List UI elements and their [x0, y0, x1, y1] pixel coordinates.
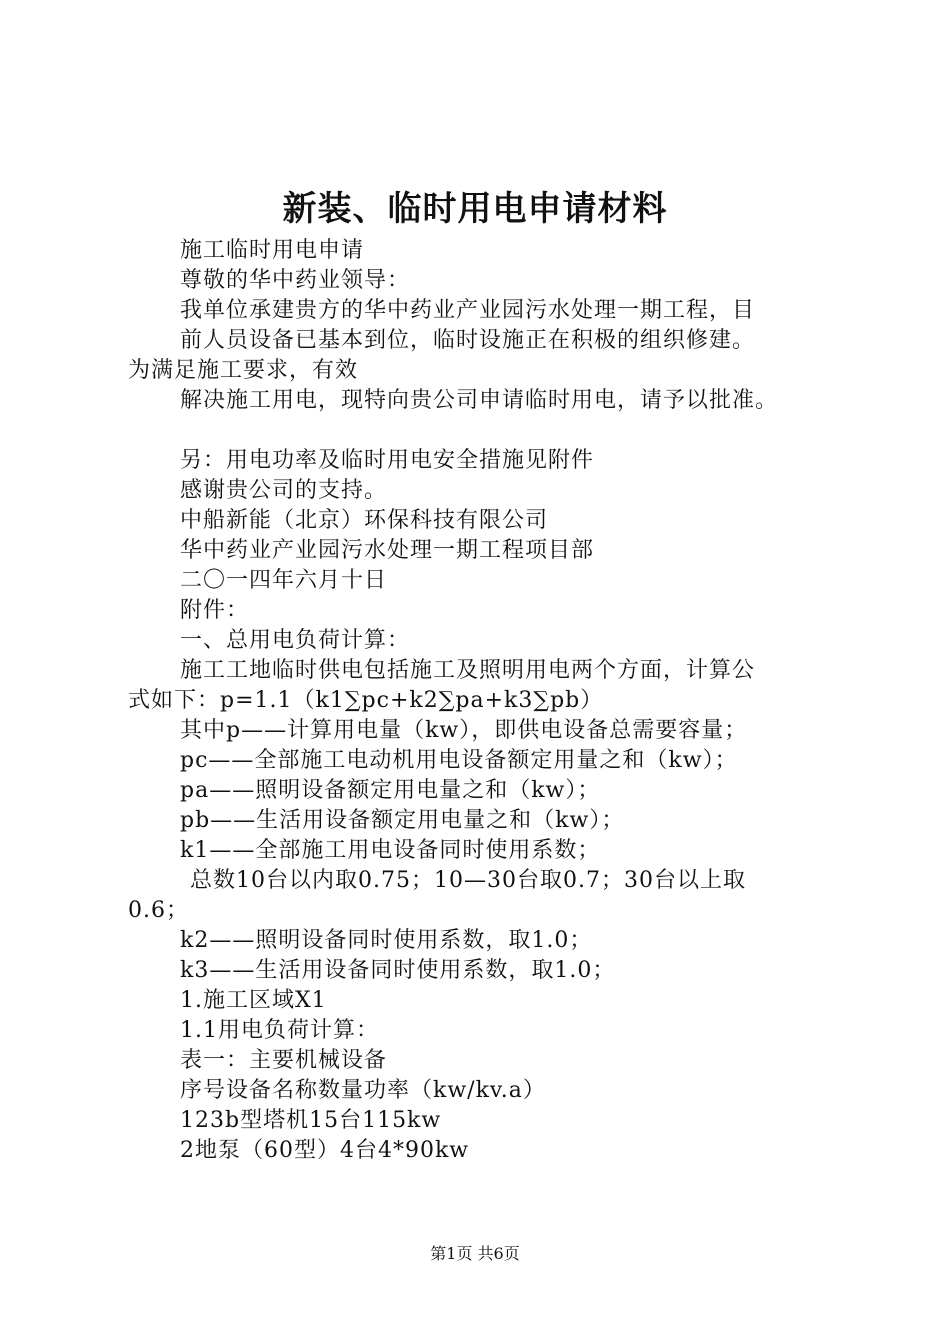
text-line: 123b型塔机15台115kw [180, 1108, 442, 1133]
document-title: 新装、临时用电申请材料 [282, 189, 668, 229]
text-line: 1.1用电负荷计算： [180, 1018, 379, 1043]
text-line: 0.6； [128, 898, 189, 923]
text-line: 序号设备名称数量功率（kw/kv.a） [180, 1078, 546, 1103]
text-line: k1——全部施工用电设备同时使用系数； [180, 838, 601, 863]
text-line: pa——照明设备额定用电量之和（kw）； [180, 778, 601, 803]
text-line: 中船新能（北京）环保科技有限公司 [180, 508, 549, 533]
text-line: 附件： [180, 598, 250, 623]
text-line: 二〇一四年六月十日 [180, 568, 388, 593]
text-line: 1.施工区域X1 [180, 988, 327, 1013]
page-number: 第1页 共6页 [430, 1244, 520, 1263]
text-line: pc——全部施工电动机用电设备额定用量之和（kw）； [180, 748, 738, 773]
text-line: k3——生活用设备同时使用系数，取1.0； [180, 958, 616, 983]
text-line: 华中药业产业园污水处理一期工程项目部 [180, 538, 595, 563]
text-line: 一、总用电负荷计算： [180, 628, 411, 653]
text-line: 其中p——计算用电量（kw），即供电设备总需要容量； [180, 718, 748, 743]
text-line: 解决施工用电，现特向贵公司申请临时用电，请予以批准。 [180, 388, 779, 413]
text-line: 总数10台以内取0.75；10—30台取0.7；30台以上取 [190, 868, 746, 893]
text-line: 为满足施工要求，有效 [128, 358, 359, 383]
text-line: 尊敬的华中药业领导： [180, 268, 411, 293]
text-line: 感谢贵公司的支持。 [180, 478, 388, 503]
text-line: 施工临时用电申请 [180, 238, 365, 263]
document-body [128, 236, 848, 1166]
text-line: 2地泵（60型）4台4*90kw [180, 1138, 470, 1163]
text-line: 表一：主要机械设备 [180, 1048, 388, 1073]
text-line: 另：用电功率及临时用电安全措施见附件 [180, 448, 595, 473]
text-line: 式如下：p=1.1（k1∑pc+k2∑pa+k3∑pb） [128, 688, 604, 713]
text-line: pb——生活用设备额定用电量之和（kw）； [180, 808, 625, 833]
text-line: 前人员设备已基本到位，临时设施正在积极的组织修建。 [180, 328, 756, 353]
blank-line [128, 416, 848, 446]
text-line: 我单位承建贵方的华中药业产业园污水处理一期工程，目 [180, 298, 756, 323]
text-line: k2——照明设备同时使用系数，取1.0； [180, 928, 593, 953]
text-line: 施工工地临时供电包括施工及照明用电两个方面，计算公 [180, 658, 756, 683]
